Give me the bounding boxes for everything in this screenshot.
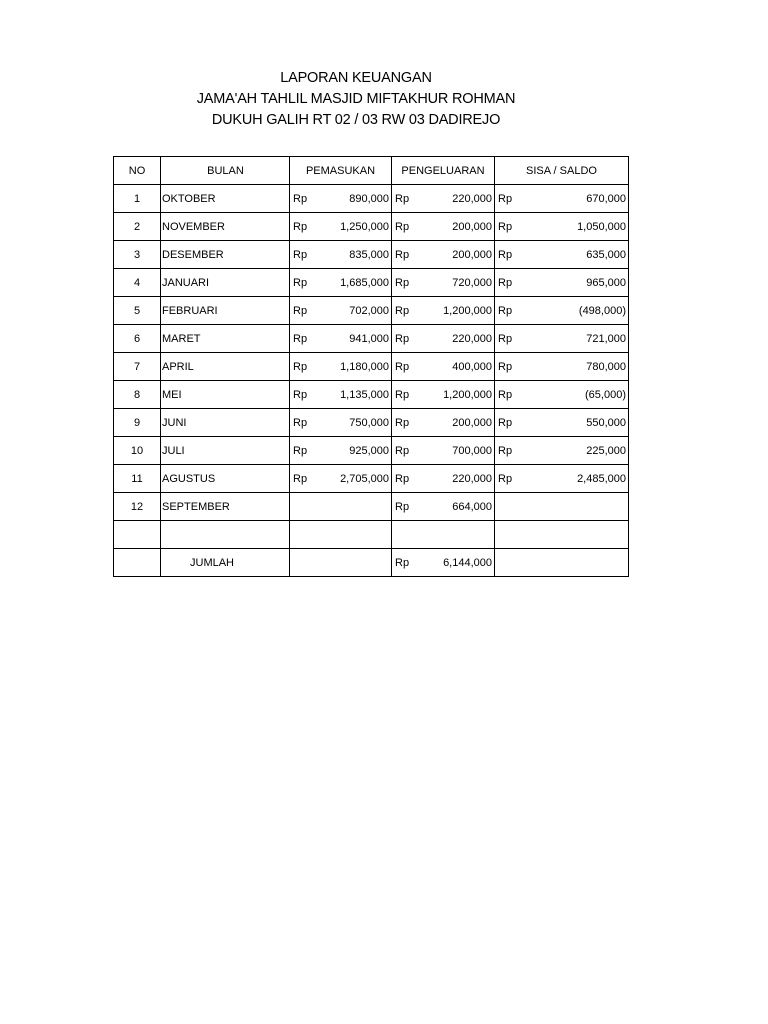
total-row bbox=[114, 549, 629, 577]
amount-value: 1,135,000 bbox=[340, 388, 389, 401]
row-bulan: AGUSTUS bbox=[161, 465, 290, 493]
row-sisa-saldo bbox=[495, 241, 629, 269]
row-bulan: JUNI bbox=[161, 409, 290, 437]
currency-label: Rp bbox=[293, 220, 308, 233]
row-bulan: DESEMBER bbox=[161, 241, 290, 269]
currency-label: Rp bbox=[395, 416, 410, 429]
row-no: 10 bbox=[114, 437, 161, 465]
row-pengeluaran bbox=[392, 213, 495, 241]
currency-label: Rp bbox=[293, 360, 308, 373]
empty-row bbox=[114, 521, 629, 549]
report-title bbox=[0, 68, 712, 131]
table-header-row bbox=[114, 157, 629, 185]
currency-label: Rp bbox=[293, 332, 308, 345]
amount-value: 700,000 bbox=[452, 444, 492, 457]
currency-label: Rp bbox=[293, 472, 308, 485]
amount-value: 890,000 bbox=[349, 192, 389, 205]
row-bulan: SEPTEMBER bbox=[161, 493, 290, 521]
row-no: 12 bbox=[114, 493, 161, 521]
currency-label: Rp bbox=[395, 388, 410, 401]
amount-value: 721,000 bbox=[586, 332, 626, 345]
row-pengeluaran bbox=[392, 241, 495, 269]
currency-label: Rp bbox=[293, 304, 308, 317]
financial-report-table bbox=[113, 156, 629, 577]
amount-value: 2,485,000 bbox=[577, 472, 626, 485]
row-sisa-saldo bbox=[495, 213, 629, 241]
currency-label: Rp bbox=[395, 248, 410, 261]
row-pemasukan bbox=[290, 493, 392, 521]
row-sisa-saldo bbox=[495, 269, 629, 297]
currency-label: Rp bbox=[498, 304, 513, 317]
row-pemasukan bbox=[290, 185, 392, 213]
row-pengeluaran bbox=[392, 269, 495, 297]
table-row bbox=[114, 213, 629, 241]
table-row bbox=[114, 493, 629, 521]
empty-cell bbox=[290, 521, 392, 549]
row-pengeluaran bbox=[392, 185, 495, 213]
row-bulan: FEBRUARI bbox=[161, 297, 290, 325]
amount-value: 550,000 bbox=[586, 416, 626, 429]
amount-value: 965,000 bbox=[586, 276, 626, 289]
amount-value: 1,250,000 bbox=[340, 220, 389, 233]
table-row bbox=[114, 325, 629, 353]
amount-value: 835,000 bbox=[349, 248, 389, 261]
row-no: 4 bbox=[114, 269, 161, 297]
amount-value: (498,000) bbox=[578, 304, 626, 317]
currency-label: Rp bbox=[498, 276, 513, 289]
amount-value: 1,200,000 bbox=[443, 388, 492, 401]
currency-label: Rp bbox=[395, 500, 410, 513]
row-pengeluaran bbox=[392, 353, 495, 381]
amount-value: 1,050,000 bbox=[577, 220, 626, 233]
row-bulan: MEI bbox=[161, 381, 290, 409]
amount-value: 1,685,000 bbox=[340, 276, 389, 289]
currency-label: Rp bbox=[395, 304, 410, 317]
row-pemasukan bbox=[290, 241, 392, 269]
currency-label: Rp bbox=[498, 248, 513, 261]
empty-cell bbox=[392, 521, 495, 549]
currency-label: Rp bbox=[293, 416, 308, 429]
currency-label: Rp bbox=[498, 444, 513, 457]
currency-label: Rp bbox=[293, 276, 308, 289]
row-no: 1 bbox=[114, 185, 161, 213]
row-pemasukan bbox=[290, 409, 392, 437]
header-pengeluaran: PENGELUARAN bbox=[392, 157, 495, 185]
row-sisa-saldo bbox=[495, 353, 629, 381]
amount-value: 6,144,000 bbox=[443, 556, 492, 569]
row-no: 6 bbox=[114, 325, 161, 353]
row-pemasukan bbox=[290, 269, 392, 297]
row-pemasukan bbox=[290, 381, 392, 409]
row-bulan: APRIL bbox=[161, 353, 290, 381]
currency-label: Rp bbox=[395, 332, 410, 345]
amount-value: 2,705,000 bbox=[340, 472, 389, 485]
row-bulan: NOVEMBER bbox=[161, 213, 290, 241]
row-sisa-saldo bbox=[495, 185, 629, 213]
header-sisa-saldo: SISA / SALDO bbox=[495, 157, 629, 185]
empty-cell bbox=[114, 521, 161, 549]
amount-value: (65,000) bbox=[585, 388, 626, 401]
total-label: JUMLAH bbox=[161, 549, 290, 577]
row-sisa-saldo bbox=[495, 297, 629, 325]
currency-label: Rp bbox=[395, 444, 410, 457]
currency-label: Rp bbox=[498, 332, 513, 345]
table-row bbox=[114, 437, 629, 465]
table-body bbox=[114, 185, 629, 577]
row-pemasukan bbox=[290, 213, 392, 241]
row-no: 8 bbox=[114, 381, 161, 409]
empty-cell bbox=[114, 549, 161, 577]
amount-value: 720,000 bbox=[452, 276, 492, 289]
title-line-2: JAMA'AH TAHLIL MASJID MIFTAKHUR ROHMAN bbox=[196, 91, 516, 107]
amount-value: 400,000 bbox=[452, 360, 492, 373]
title-line-3: DUKUH GALIH RT 02 / 03 RW 03 DADIREJO bbox=[211, 112, 501, 128]
row-sisa-saldo bbox=[495, 381, 629, 409]
table-row bbox=[114, 381, 629, 409]
title-line-1: LAPORAN KEUANGAN bbox=[280, 70, 432, 86]
currency-label: Rp bbox=[498, 472, 513, 485]
empty-cell bbox=[161, 521, 290, 549]
amount-value: 750,000 bbox=[349, 416, 389, 429]
currency-label: Rp bbox=[395, 220, 410, 233]
amount-value: 780,000 bbox=[586, 360, 626, 373]
row-pemasukan bbox=[290, 437, 392, 465]
row-pemasukan bbox=[290, 353, 392, 381]
total-pengeluaran bbox=[392, 549, 495, 577]
empty-cell bbox=[495, 549, 629, 577]
amount-value: 1,200,000 bbox=[443, 304, 492, 317]
amount-value: 664,000 bbox=[452, 500, 492, 513]
amount-value: 200,000 bbox=[452, 248, 492, 261]
row-bulan: JULI bbox=[161, 437, 290, 465]
currency-label: Rp bbox=[395, 276, 410, 289]
row-pengeluaran bbox=[392, 325, 495, 353]
table-row bbox=[114, 241, 629, 269]
amount-value: 225,000 bbox=[586, 444, 626, 457]
currency-label: Rp bbox=[498, 416, 513, 429]
table-row bbox=[114, 269, 629, 297]
row-pemasukan bbox=[290, 297, 392, 325]
currency-label: Rp bbox=[293, 388, 308, 401]
row-bulan: MARET bbox=[161, 325, 290, 353]
row-bulan: OKTOBER bbox=[161, 185, 290, 213]
table-row bbox=[114, 297, 629, 325]
row-sisa-saldo bbox=[495, 465, 629, 493]
table-row bbox=[114, 465, 629, 493]
row-pemasukan bbox=[290, 325, 392, 353]
currency-label: Rp bbox=[293, 248, 308, 261]
row-no: 9 bbox=[114, 409, 161, 437]
header-no: NO bbox=[114, 157, 161, 185]
empty-cell bbox=[495, 521, 629, 549]
amount-value: 702,000 bbox=[349, 304, 389, 317]
amount-value: 635,000 bbox=[586, 248, 626, 261]
table-row bbox=[114, 185, 629, 213]
amount-value: 1,180,000 bbox=[340, 360, 389, 373]
currency-label: Rp bbox=[395, 360, 410, 373]
table-row bbox=[114, 409, 629, 437]
row-bulan: JANUARI bbox=[161, 269, 290, 297]
row-pengeluaran bbox=[392, 437, 495, 465]
amount-value: 200,000 bbox=[452, 416, 492, 429]
amount-value: 220,000 bbox=[452, 192, 492, 205]
currency-label: Rp bbox=[395, 192, 410, 205]
amount-value: 670,000 bbox=[586, 192, 626, 205]
row-no: 3 bbox=[114, 241, 161, 269]
row-no: 2 bbox=[114, 213, 161, 241]
currency-label: Rp bbox=[498, 220, 513, 233]
row-pengeluaran bbox=[392, 381, 495, 409]
row-no: 5 bbox=[114, 297, 161, 325]
currency-label: Rp bbox=[293, 444, 308, 457]
row-sisa-saldo bbox=[495, 437, 629, 465]
row-pengeluaran bbox=[392, 465, 495, 493]
currency-label: Rp bbox=[293, 192, 308, 205]
header-pemasukan: PEMASUKAN bbox=[290, 157, 392, 185]
amount-value: 220,000 bbox=[452, 472, 492, 485]
table-row bbox=[114, 353, 629, 381]
empty-cell bbox=[290, 549, 392, 577]
currency-label: Rp bbox=[498, 192, 513, 205]
currency-label: Rp bbox=[498, 388, 513, 401]
amount-value: 941,000 bbox=[349, 332, 389, 345]
row-pengeluaran bbox=[392, 409, 495, 437]
amount-value: 200,000 bbox=[452, 220, 492, 233]
row-no: 7 bbox=[114, 353, 161, 381]
row-sisa-saldo bbox=[495, 409, 629, 437]
row-no: 11 bbox=[114, 465, 161, 493]
currency-label: Rp bbox=[498, 360, 513, 373]
row-pengeluaran bbox=[392, 297, 495, 325]
header-bulan: BULAN bbox=[161, 157, 290, 185]
row-sisa-saldo bbox=[495, 493, 629, 521]
currency-label: Rp bbox=[395, 472, 410, 485]
amount-value: 925,000 bbox=[349, 444, 389, 457]
currency-label: Rp bbox=[395, 556, 410, 569]
row-sisa-saldo bbox=[495, 325, 629, 353]
row-pengeluaran bbox=[392, 493, 495, 521]
amount-value: 220,000 bbox=[452, 332, 492, 345]
row-pemasukan bbox=[290, 465, 392, 493]
